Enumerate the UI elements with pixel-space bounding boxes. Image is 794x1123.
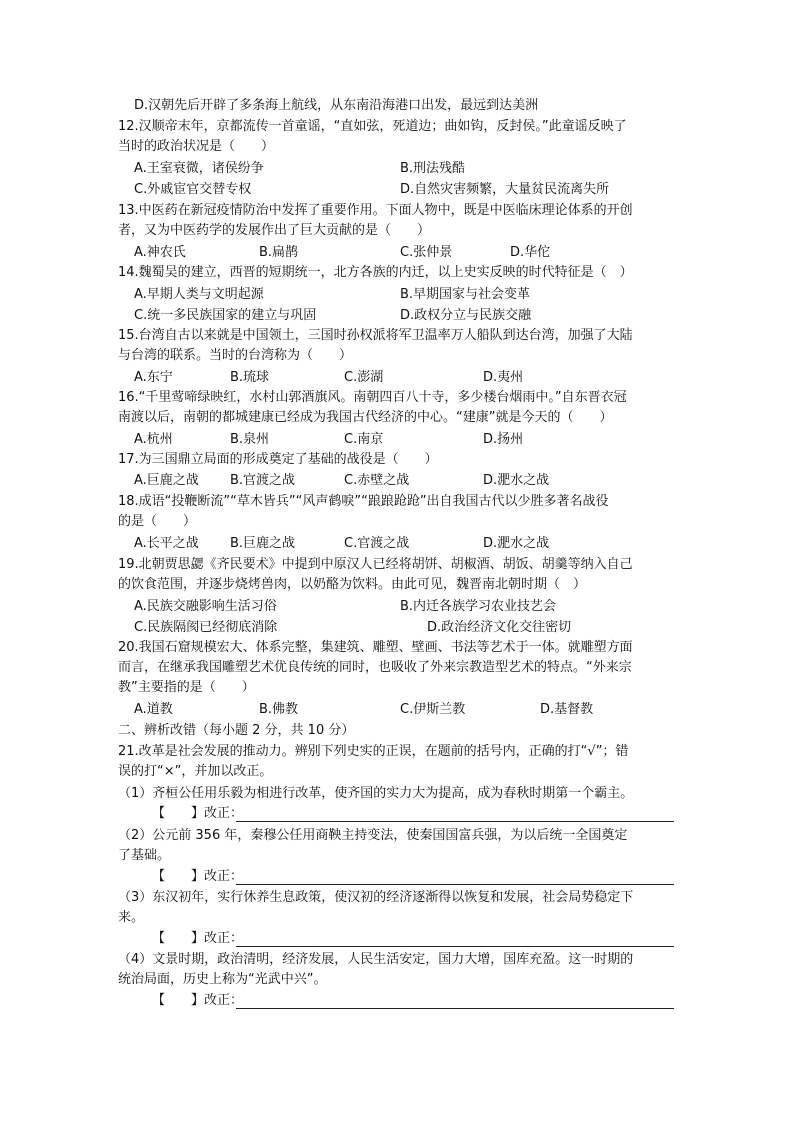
q19-option-d: D.政治经济文化交往密切 bbox=[427, 620, 572, 635]
q12-option-c: C.外戚宦官交替专权 bbox=[134, 182, 252, 197]
q21-item2-line2: 了基础。 bbox=[118, 848, 171, 863]
q17-option-b: B.官渡之战 bbox=[230, 473, 296, 488]
q21-stem-line2: 误的打“×”，并加以改正。 bbox=[118, 764, 273, 779]
q20-option-d: D.基督教 bbox=[540, 702, 594, 717]
q12-stem-line2: 当时的政治状况是（ ） bbox=[118, 139, 275, 154]
q21-item2-line1: （2）公元前 356 年，秦穆公任用商鞅主持变法，使秦国国富兵强，为以后统一全国奠定 bbox=[118, 828, 628, 843]
q18-option-b: B.巨鹿之战 bbox=[230, 536, 296, 551]
q21-item1: （1）齐桓公任用乐毅为相进行改革，使齐国的实力大为提高，成为春秋时期第一个霸主。 bbox=[118, 786, 634, 801]
q16-stem-line1: 16.“千里莺啼绿映红，水村山郭酒旗风。南朝四百八十寺，多少楼台烟雨中。”自东晋衣冠 bbox=[118, 390, 627, 405]
q20-option-c: C.伊斯兰教 bbox=[400, 702, 466, 717]
q12-stem-line1: 12.汉顺帝末年，京都流传一首童谣，“直如弦，死道边；曲如钩，反封侯。”此童谣反映了 bbox=[118, 119, 627, 134]
q21-item1-bracket: 【 】改正： bbox=[152, 806, 244, 821]
q21-item1-answer-line[interactable] bbox=[236, 820, 674, 822]
q13-stem-line1: 13.中医药在新冠疫情防治中发挥了重要作用。下面人物中，既是中医临床理论体系的开创 bbox=[118, 203, 633, 218]
q16-option-b: B.泉州 bbox=[230, 432, 270, 447]
q17-option-c: C.赤壁之战 bbox=[344, 473, 410, 488]
q14-option-a: A.早期人类与文明起源 bbox=[134, 287, 264, 302]
q14-stem: 14.魏蜀吴的建立，西晋的短期统一，北方各族的内迁，以上史实反映的时代特征是（ ） bbox=[118, 265, 633, 280]
q17-option-d: D.淝水之战 bbox=[483, 473, 550, 488]
q13-option-c: C.张仲景 bbox=[400, 245, 453, 260]
q19-option-a: A.民族交融影响生活习俗 bbox=[134, 599, 277, 614]
q16-option-c: C.南京 bbox=[344, 432, 384, 447]
q21-item3-line1: （3）东汉初年，实行休养生息政策，使汉初的经济逐渐得以恢复和发展，社会局势稳定下 bbox=[118, 890, 634, 905]
q21-item3-bracket: 【 】改正： bbox=[152, 931, 244, 946]
q21-stem-line1: 21.改革是社会发展的推动力。辨别下列史实的正误，在题前的括号内，正确的打“√”；错 bbox=[118, 744, 629, 759]
q14-option-c: C.统一多民族国家的建立与巩固 bbox=[134, 308, 317, 323]
q14-option-b: B.早期国家与社会变革 bbox=[400, 287, 531, 302]
q15-option-c: C.澎湖 bbox=[344, 370, 384, 385]
q13-option-b: B.扁鹊 bbox=[259, 245, 299, 260]
q15-stem-line2: 与台湾的联系。当时的台湾称为（ ） bbox=[118, 348, 353, 363]
q18-option-a: A.长平之战 bbox=[134, 536, 199, 551]
q20-option-a: A.道教 bbox=[134, 702, 173, 717]
q20-option-b: B.佛教 bbox=[259, 702, 299, 717]
q18-option-c: C.官渡之战 bbox=[344, 536, 410, 551]
q18-stem-line1: 18.成语“投鞭断流”“草木皆兵”“风声鹤唳”“踉踉跄跄”出自我国古代以少胜多著名战役 bbox=[118, 494, 609, 509]
q19-stem-line2: 的饮食范围，并逐步烧烤兽肉，以奶酪为饮料。由此可见，魏晋南北朝时期（ ） bbox=[118, 577, 587, 592]
q21-item3-line2: 来。 bbox=[118, 910, 145, 925]
q21-item4-answer-line[interactable] bbox=[236, 1007, 674, 1009]
q18-stem-line2: 的是（ ） bbox=[118, 514, 197, 529]
q15-option-d: D.夷州 bbox=[483, 370, 524, 385]
q18-option-d: D.淝水之战 bbox=[483, 536, 550, 551]
q17-stem: 17.为三国鼎立局面的形成奠定了基础的战役是（ ） bbox=[118, 452, 438, 467]
q12-option-d: D.自然灾害频繁，大量贫民流离失所 bbox=[400, 182, 610, 197]
q16-option-d: D.扬州 bbox=[483, 432, 524, 447]
q20-stem-line3: 教”主要指的是（ ） bbox=[118, 680, 255, 695]
q15-option-a: A.东宁 bbox=[134, 370, 173, 385]
q21-item2-bracket: 【 】改正： bbox=[152, 869, 244, 884]
q20-stem-line2: 而言，在继承我国雕塑艺术优良传统的同时，也吸收了外来宗教造型艺术的特点。“外来宗 bbox=[118, 660, 632, 675]
q13-stem-line2: 者，又为中医药学的发展作出了巨大贡献的是（ ） bbox=[118, 223, 431, 238]
q12-option-b: B.刑法残酷 bbox=[400, 161, 466, 176]
q21-item2-answer-line[interactable] bbox=[236, 883, 674, 885]
section2-title: 二、辨析改错（每小题 2 分，共 10 分） bbox=[118, 723, 355, 738]
q16-stem-line2: 南渡以后，南朝的都城建康已经成为我国古代经济的中心。“建康”就是今天的（ ） bbox=[118, 410, 613, 425]
q15-stem-line1: 15.台湾自古以来就是中国领土，三国时孙权派将军卫温率万人船队到达台湾，加强了大陆 bbox=[118, 328, 633, 343]
q16-option-a: A.杭州 bbox=[134, 432, 173, 447]
q14-option-d: D.政权分立与民族交融 bbox=[400, 308, 532, 323]
q13-option-a: A.神农氏 bbox=[134, 245, 186, 260]
q19-stem-line1: 19.北朝贾思勰《齐民要术》中提到中原汉人已经将胡饼、胡椒酒、胡饭、胡羹等纳入自己 bbox=[118, 557, 633, 572]
q11-option-d: D.汉朝先后开辟了多条海上航线，从东南沿海港口出发，最远到达美洲 bbox=[134, 98, 539, 113]
q19-option-c: C.民族隔阂已经彻底消除 bbox=[134, 620, 278, 635]
q19-option-b: B.内迁各族学习农业技艺会 bbox=[400, 599, 557, 614]
q21-item4-line2: 统治局面，历史上称为“光武中兴”。 bbox=[118, 972, 327, 987]
q20-stem-line1: 20.我国石窟规模宏大、体系完整，集建筑、雕塑、壁画、书法等艺术于一体。就雕塑方面 bbox=[118, 640, 633, 655]
q17-option-a: A.巨鹿之战 bbox=[134, 473, 199, 488]
q15-option-b: B.琉球 bbox=[230, 370, 270, 385]
q21-item4-line1: （4）文景时期，政治清明，经济发展，人民生活安定，国力大增，国库充盈。这一时期的 bbox=[118, 952, 634, 967]
q21-item4-bracket: 【 】改正： bbox=[152, 993, 244, 1008]
q12-option-a: A.王室衰微，诸侯纷争 bbox=[134, 161, 264, 176]
q21-item3-answer-line[interactable] bbox=[236, 945, 674, 947]
q13-option-d: D.华佗 bbox=[510, 245, 551, 260]
